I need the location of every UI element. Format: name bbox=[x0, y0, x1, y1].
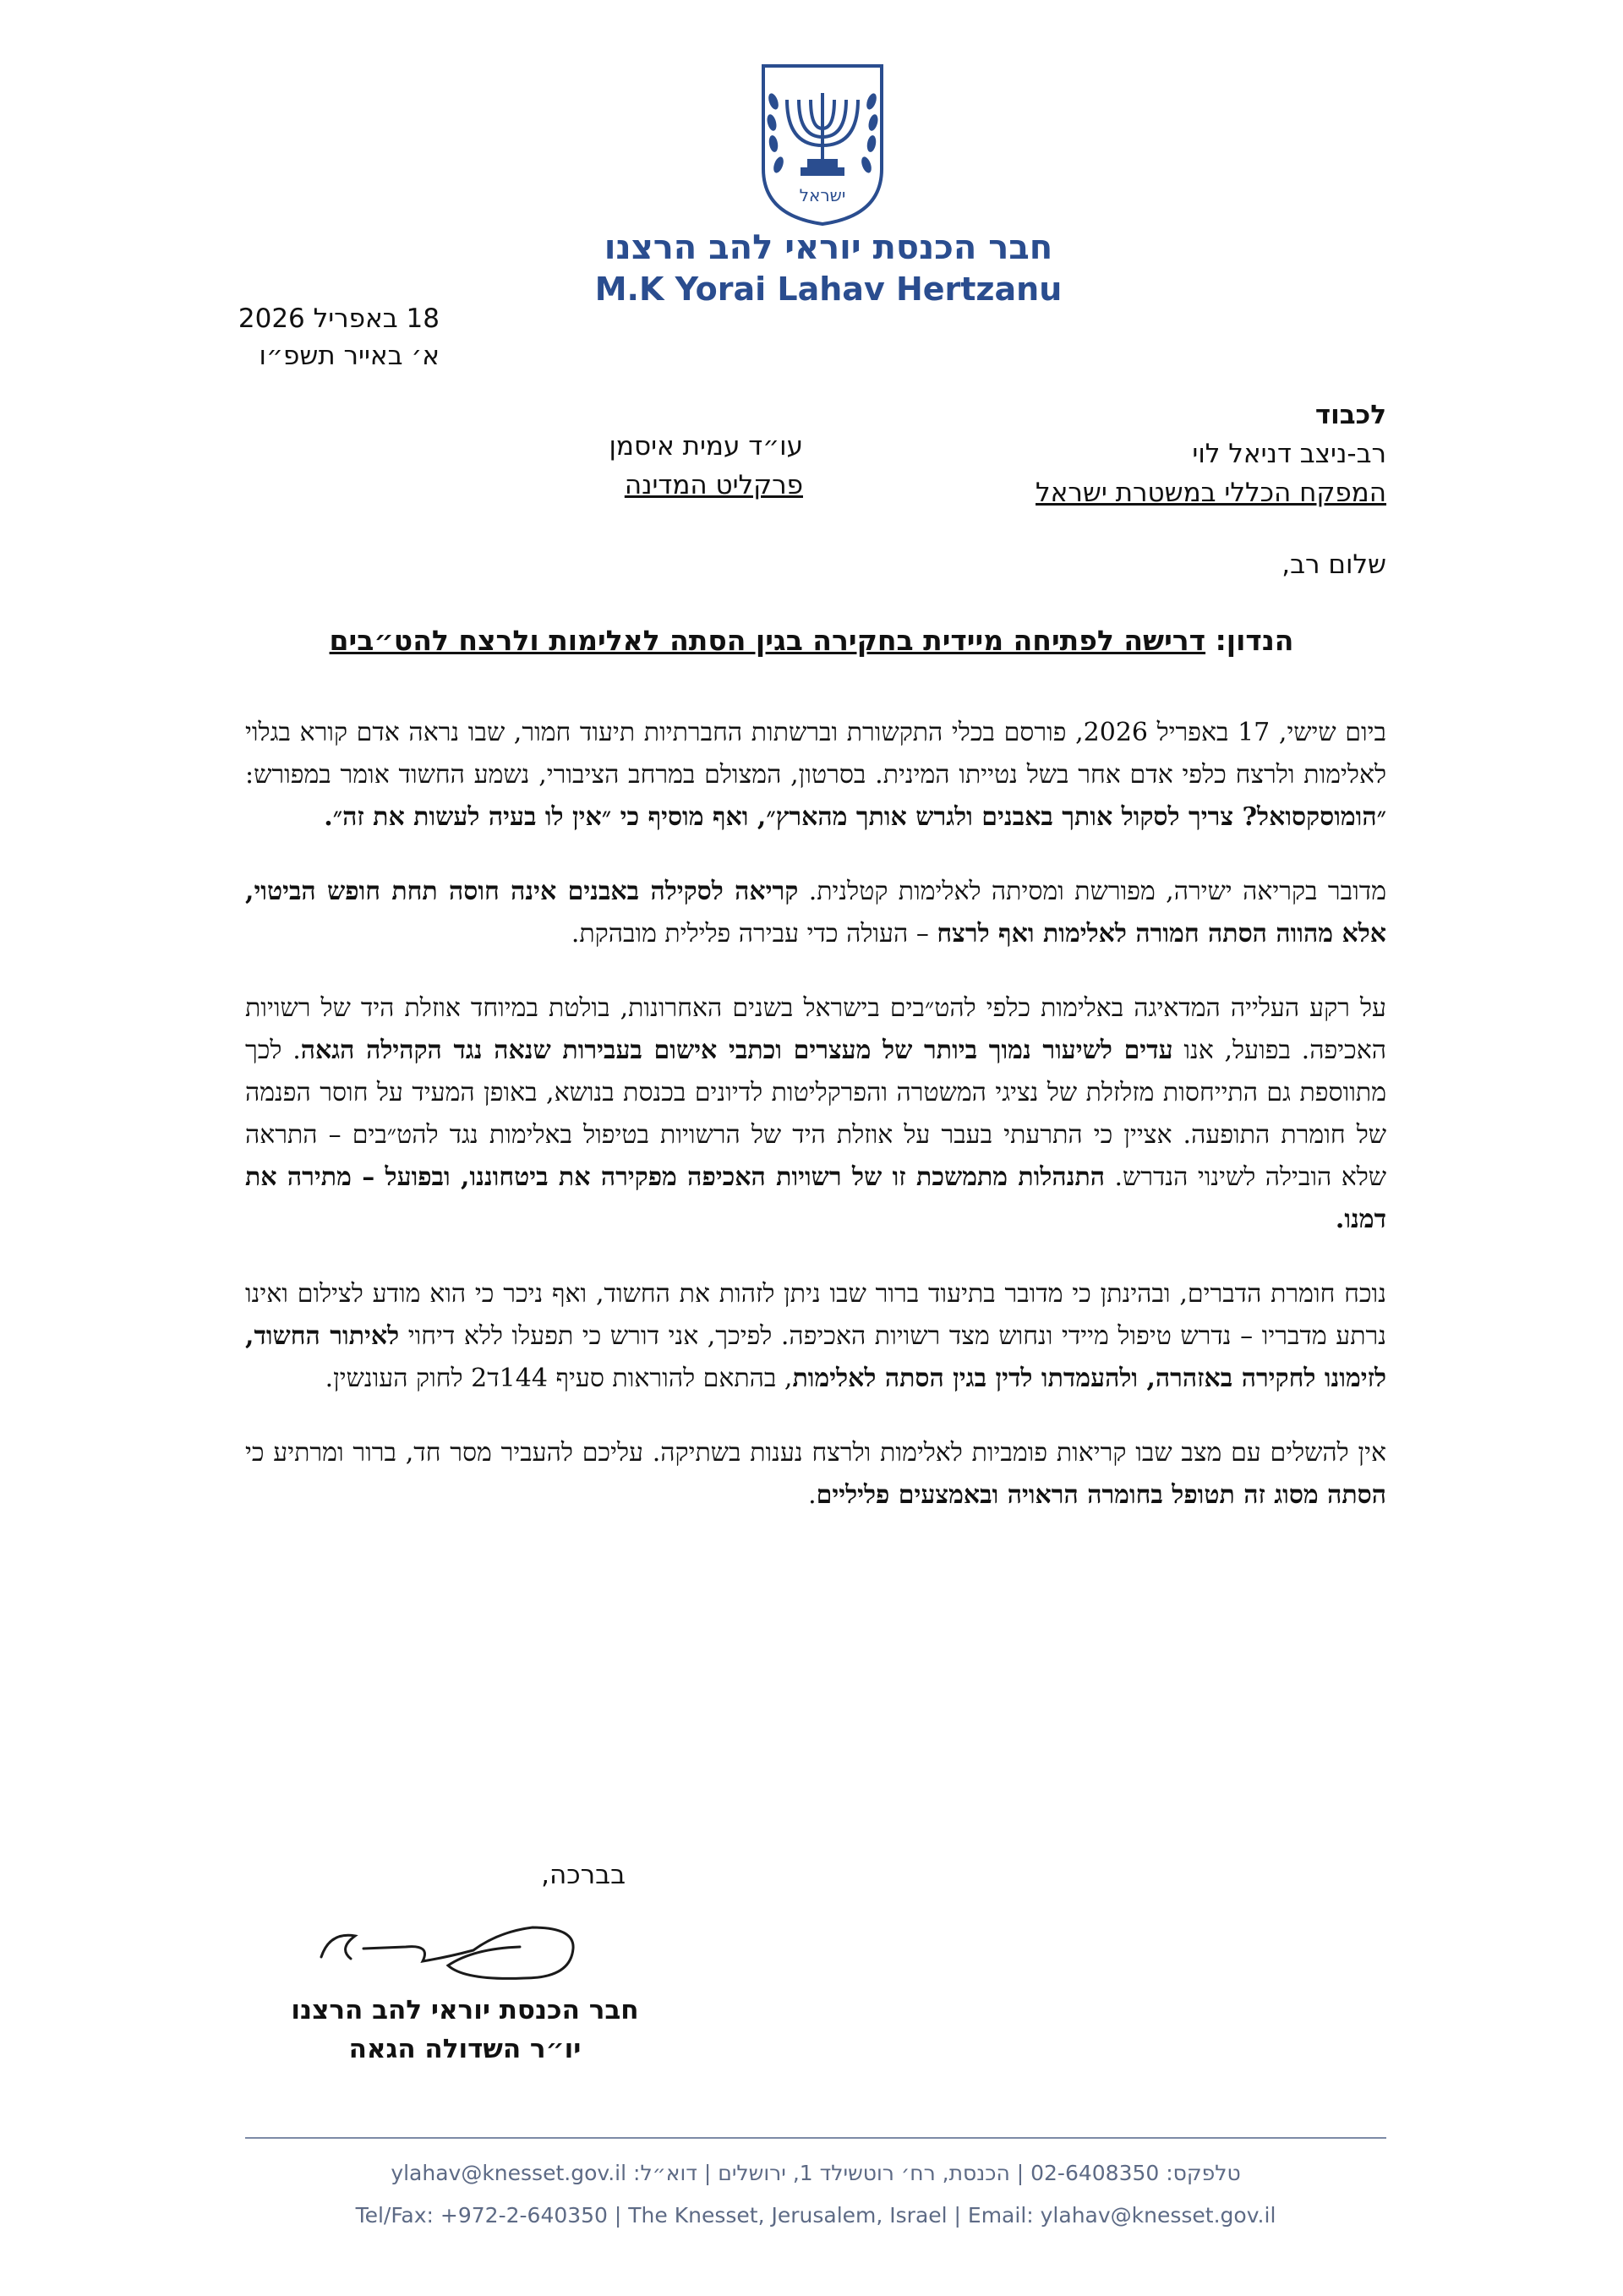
signer-block bbox=[279, 1991, 651, 2069]
p4-text-a: נוכח חומרת הדברים, ובהינתן כי מדובר בתיעוד ברור שבו ניתן לזהות את החשוד, ואף ניכר כי הוא מודע לצילום ואינו נרתע מדבריו – נדרש טיפול מיידי ונחוש מצד רשויות האכיפה. לפיכך, אני דורש כי תפעלו ללא דיחוי bbox=[245, 1279, 1386, 1351]
date-hebrew: א׳ באייר תשפ״ו bbox=[259, 341, 440, 371]
date-gregorian: 18 באפריל 2026 bbox=[238, 303, 440, 334]
emblem-text: ישראל bbox=[799, 185, 846, 205]
recipient-cc bbox=[423, 427, 803, 505]
recipient-cc-name: עו״ד עמית איסמן bbox=[609, 431, 803, 462]
recipient-main bbox=[845, 396, 1386, 512]
p1-text: ביום שישי, 17 באפריל 2026, פורסם בכלי התקשורת וברשתות החברתיות תיעוד חמור, שבו נראה אדם קורא בגלוי לאלימות ולרצח כלפי אדם אחר בשל נטייתו המינית. בסרטון, המצולם במרחב הציבורי, נשמע החשוד אומר במפורש: bbox=[245, 718, 1387, 790]
p5-bold: הסתה מסוג זה תטופל בחומרה הראויה ובאמצעים פליליים bbox=[816, 1480, 1386, 1510]
letter-body bbox=[245, 712, 1386, 1549]
footer-divider bbox=[245, 2137, 1386, 2139]
p3-text-c: . לכך מתווספת גם התייחסות מזלזלת של נציגי המשטרה והפרקליטות לדיונים בכנסת בנושא, באופן המעיד על חוסר הפנמה של חומרת התופעה. אציין כי התרעתי בעבר על אוזלת היד של הרשויות בטיפול באלימות נגד להט״בים – התראה שלא הובילה לשינוי הנדרש. bbox=[245, 1036, 1386, 1192]
letterhead-name-hebrew: חבר הכנסת יוראי להב הרצנו bbox=[604, 228, 1053, 267]
signer-role: יו״ר השדולה הגאה bbox=[348, 2034, 582, 2064]
footer-english: Tel/Fax: +972-2-640350 | The Knesset, Jerusalem, Israel | Email: ylahav@knesset.gov.il bbox=[355, 2203, 1276, 2228]
paragraph-5 bbox=[245, 1432, 1386, 1517]
subject-label: הנדון: bbox=[1215, 624, 1294, 657]
recipient-honorific: לכבוד bbox=[1314, 400, 1386, 430]
state-emblem-icon bbox=[755, 59, 890, 228]
p3-bold-d: התנהלות מתמשכת זו של רשויות האכיפה מפקירה את ביטחוננו, ובפועל – מתירה את דמנו. bbox=[245, 1162, 1386, 1234]
paragraph-3 bbox=[245, 987, 1386, 1241]
recipient-main-title: המפקח הכללי במשטרת ישראל bbox=[1036, 478, 1386, 508]
p1-quote: ״הומוסקסואל? צריך לסקול אותך באבנים ולגרש אותך מהארץ״, ואף מוסיף כי ״אין לו בעיה לעשות את זה״. bbox=[324, 802, 1386, 832]
subject-text: דרישה לפתיחה מיידית בחקירה בגין הסתה לאלימות ולרצח להט״בים bbox=[329, 624, 1206, 657]
p4-bold: לאיתור החשוד, לזימונו לחקירה באזהרה, ולהעמדתו לדין בגין הסתה לאלימות bbox=[245, 1321, 1386, 1393]
signer-name: חבר הכנסת יוראי להב הרצנו bbox=[291, 1995, 639, 2025]
signature-icon bbox=[304, 1898, 600, 1991]
letter-date bbox=[169, 300, 440, 374]
p2-text-c: – העולה כדי עבירה פלילית מובהקת. bbox=[571, 919, 937, 948]
letterhead-name-english: M.K Yorai Lahav Hertzanu bbox=[594, 271, 1063, 308]
p4-text-c: , בהתאם להוראות סעיף 144ד2 לחוק העונשין. bbox=[325, 1364, 793, 1393]
letter-subject bbox=[237, 624, 1386, 657]
p3-bold-b: עדים לשיעור נמוך ביותר של מעצרים וכתבי אישום בעבירות שנאה נגד הקהילה הגאה bbox=[300, 1036, 1173, 1065]
recipient-cc-title: פרקליט המדינה bbox=[624, 470, 803, 500]
p5-text-a: אין להשלים עם מצב שבו קריאות פומביות לאלימות ולרצח נענות בשתיקה. עליכם להעביר מסר חד, ברור ומרתיע כי bbox=[245, 1438, 1386, 1468]
paragraph-2 bbox=[245, 871, 1386, 955]
recipient-main-name: רב-ניצב דניאל לוי bbox=[1192, 439, 1386, 469]
paragraph-1 bbox=[245, 712, 1386, 839]
p2-text-a: מדובר בקריאה ישירה, מפורשת ומסיתה לאלימות קטלנית. bbox=[798, 877, 1386, 906]
footer-hebrew: טלפקס: 02-6408350 | הכנסת, רח׳ רוטשילד 1, ירושלים | דוא״ל: ylahav@knesset.gov.il bbox=[391, 2161, 1241, 2185]
closing: בברכה, bbox=[541, 1860, 626, 1890]
p5-text-c: . bbox=[808, 1480, 817, 1510]
greeting: שלום רב, bbox=[1281, 549, 1386, 580]
paragraph-4 bbox=[245, 1273, 1386, 1400]
p2-bold: קריאה לסקילה באבנים אינה חוסה תחת חופש הביטוי, אלא מהווה הסתה חמורה לאלימות ואף לרצח bbox=[245, 877, 1386, 948]
p3-text-a: על רקע העלייה המדאיגה באלימות כלפי להט״בים בישראל בשנים האחרונות, בולטת במיוחד אוזלת היד של רשויות האכיפה. בפועל, אנו bbox=[245, 993, 1386, 1065]
